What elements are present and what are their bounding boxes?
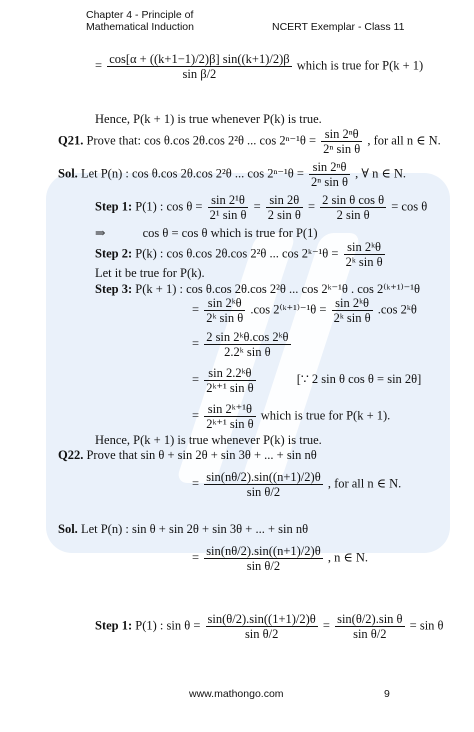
fraction-1-num: cos[α + ((k+1−1)/2)β] sin((k+1)/2)β <box>109 52 290 66</box>
step1 <box>95 193 427 222</box>
implies-line <box>95 225 318 241</box>
sol2 <box>58 522 308 537</box>
step1-frac-3-den: 2 sin θ <box>336 208 370 222</box>
step2-after: Let it be true for P(k). <box>95 266 205 280</box>
s3a-frac-2-den: 2ᵏ sin θ <box>333 311 371 325</box>
step1-q22-frac-2-num: sin(θ/2).sin θ <box>337 612 403 626</box>
header-chapter <box>86 9 194 33</box>
step1-q22-label: Step 1: <box>95 618 133 633</box>
fraction-1 <box>107 52 291 81</box>
sol1-text: Let P(n) : cos θ.cos 2θ.cos 2²θ ... cos 2ⁿ⁻¹θ = <box>80 166 304 181</box>
sol1 <box>58 160 406 189</box>
s3c-note: [∵ 2 sin θ cos θ = sin 2θ] <box>296 372 422 387</box>
sol1-suffix: , ∀ n ∈ N. <box>355 166 406 181</box>
q21-den: 2ⁿ sin θ <box>323 142 361 156</box>
q22-expr <box>192 470 401 499</box>
step2-num: sin 2ᵏθ <box>344 240 385 255</box>
q21-text: Prove that: cos θ.cos 2θ.cos 2²θ ... cos 2ⁿ⁻¹θ = <box>86 133 317 148</box>
s3a-tail: .cos 2ᵏθ <box>377 302 417 317</box>
q22-suffix: , for all n ∈ N. <box>327 476 402 491</box>
s3b-frac <box>204 330 290 359</box>
sol1-fraction <box>309 160 350 189</box>
step1-frac-2-num: sin 2θ <box>266 193 303 208</box>
s3d-tail: which is true for P(k + 1). <box>260 408 391 423</box>
eq-line-1-suffix: which is true for P(k + 1) <box>296 58 424 73</box>
s3b-den: 2.2ᵏ sin θ <box>224 345 271 359</box>
step1-q22-frac-2-den: sin θ/2 <box>353 627 387 641</box>
q21-suffix: , for all n ∈ N. <box>367 133 441 148</box>
step3-line-d <box>192 402 390 431</box>
step1-q22-frac-2 <box>335 612 404 641</box>
sol2-suffix: , n ∈ N. <box>327 550 368 565</box>
step1-q22-frac-1-num: sin(θ/2).sin((1+1)/2)θ <box>207 612 316 626</box>
s3a-frac-2-num: sin 2ᵏθ <box>332 296 373 311</box>
step3 <box>95 281 420 297</box>
step2-text: P(k) : cos θ.cos 2θ.cos 2²θ ... cos 2ᵏ⁻¹θ = <box>135 246 339 261</box>
footer-page: 9 <box>384 688 390 700</box>
step1-label: Step 1: <box>95 199 133 214</box>
q22-label: Q22. <box>58 448 84 462</box>
s3a-frac-1 <box>204 296 245 325</box>
equals-sign: = <box>192 476 200 491</box>
step2-label: Step 2: <box>95 246 133 261</box>
step3-text: P(k + 1) : cos θ.cos 2θ.cos 2²θ ... cos 2ᵏ⁻¹θ . cos 2⁽ᵏ⁺¹⁾⁻¹θ <box>135 282 421 296</box>
equals-sign: = <box>322 618 330 633</box>
s3a-frac-1-num: sin 2ᵏθ <box>204 296 245 311</box>
sol1-label: Sol. <box>58 166 78 181</box>
equals-sign: = <box>192 550 200 565</box>
header-chapter-line2: Mathematical Induction <box>86 21 194 33</box>
eq-line-1 <box>95 52 423 81</box>
step3-line-c <box>192 366 421 395</box>
step1-frac-2-den: 2 sin θ <box>267 208 301 222</box>
footer-url: www.mathongo.com <box>189 688 284 700</box>
step1-frac-1-den: 2¹ sin θ <box>209 208 247 222</box>
implies-text: cos θ = cos θ which is true for P(1) <box>142 226 318 240</box>
hence-2: Hence, P(k + 1) is true whenever P(k) is true. <box>95 433 322 447</box>
step1-frac-1 <box>208 193 249 222</box>
step1-frac-3-num: 2 sin θ cos θ <box>322 193 385 207</box>
equals-sign: = <box>192 302 200 317</box>
equals-sign: = <box>253 199 261 214</box>
equals-sign: = <box>307 199 316 214</box>
s3a-frac-1-den: 2ᵏ sin θ <box>206 311 244 325</box>
equals-sign: = <box>192 336 200 351</box>
hence-1: Hence, P(k + 1) is true whenever P(k) is true. <box>95 112 322 126</box>
step1-frac-1-num: sin 2¹θ <box>208 193 249 208</box>
s3d-frac <box>204 402 255 431</box>
step1-q22-frac-1-den: sin θ/2 <box>244 627 279 641</box>
step3-label: Step 3: <box>95 282 133 296</box>
sol2-text: Let P(n) : sin θ + sin 2θ + sin 3θ + ... + sin nθ <box>80 522 309 536</box>
q21-label: Q21. <box>58 133 84 148</box>
step1-q22 <box>95 612 444 641</box>
q21-fraction <box>321 127 362 156</box>
step2 <box>95 240 387 269</box>
q21-num: sin 2ⁿθ <box>321 127 362 142</box>
s3a-mid: .cos 2⁽ᵏ⁺¹⁾⁻¹θ = <box>250 302 327 317</box>
step1-frac-2 <box>266 193 303 222</box>
step1-tail: = cos θ <box>391 199 428 214</box>
s3c-frac <box>204 366 255 395</box>
s3d-den: 2ᵏ⁺¹ sin θ <box>206 417 254 431</box>
sol2-num: sin(nθ/2).sin((n+1)/2)θ <box>206 544 321 558</box>
step3-line-a <box>192 296 417 325</box>
step2-fraction <box>344 240 385 269</box>
implies-symbol: ⇒ <box>95 226 106 240</box>
step1-q22-tail: = sin θ <box>409 618 444 633</box>
step1-q22-text: P(1) : sin θ = <box>135 618 201 633</box>
sol2-expr <box>192 544 368 573</box>
q22-den: sin θ/2 <box>246 485 281 499</box>
s3c-num: sin 2.2ᵏθ <box>204 366 255 381</box>
q22 <box>58 448 317 463</box>
equals-sign: = <box>95 58 103 73</box>
fraction-1-den: sin β/2 <box>182 67 217 81</box>
q22-fraction <box>204 470 323 499</box>
q22-num: sin(nθ/2).sin((n+1)/2)θ <box>206 470 321 484</box>
q21 <box>58 127 441 156</box>
sol2-fraction <box>204 544 323 573</box>
step2-den: 2ᵏ sin θ <box>345 255 383 269</box>
step3-line-b <box>192 330 293 359</box>
step1-text: P(1) : cos θ = <box>135 199 203 214</box>
header-book: NCERT Exemplar - Class 11 <box>272 21 405 33</box>
header-chapter-line1: Chapter 4 - Principle of <box>86 9 194 21</box>
q22-text: Prove that sin θ + sin 2θ + sin 3θ + ... + sin nθ <box>86 448 317 462</box>
s3c-den: 2ᵏ⁺¹ sin θ <box>206 381 254 395</box>
step1-frac-3 <box>320 193 386 222</box>
s3a-frac-2 <box>332 296 373 325</box>
step1-q22-frac-1 <box>206 612 318 641</box>
sol1-den: 2ⁿ sin θ <box>311 175 349 189</box>
equals-sign: = <box>192 408 200 423</box>
equals-sign: = <box>192 372 200 387</box>
sol1-num: sin 2ⁿθ <box>309 160 350 175</box>
sol2-label: Sol. <box>58 522 78 536</box>
s3d-num: sin 2ᵏ⁺¹θ <box>204 402 255 417</box>
sol2-den: sin θ/2 <box>246 559 281 573</box>
s3b-num: 2 sin 2ᵏθ.cos 2ᵏθ <box>206 330 289 344</box>
